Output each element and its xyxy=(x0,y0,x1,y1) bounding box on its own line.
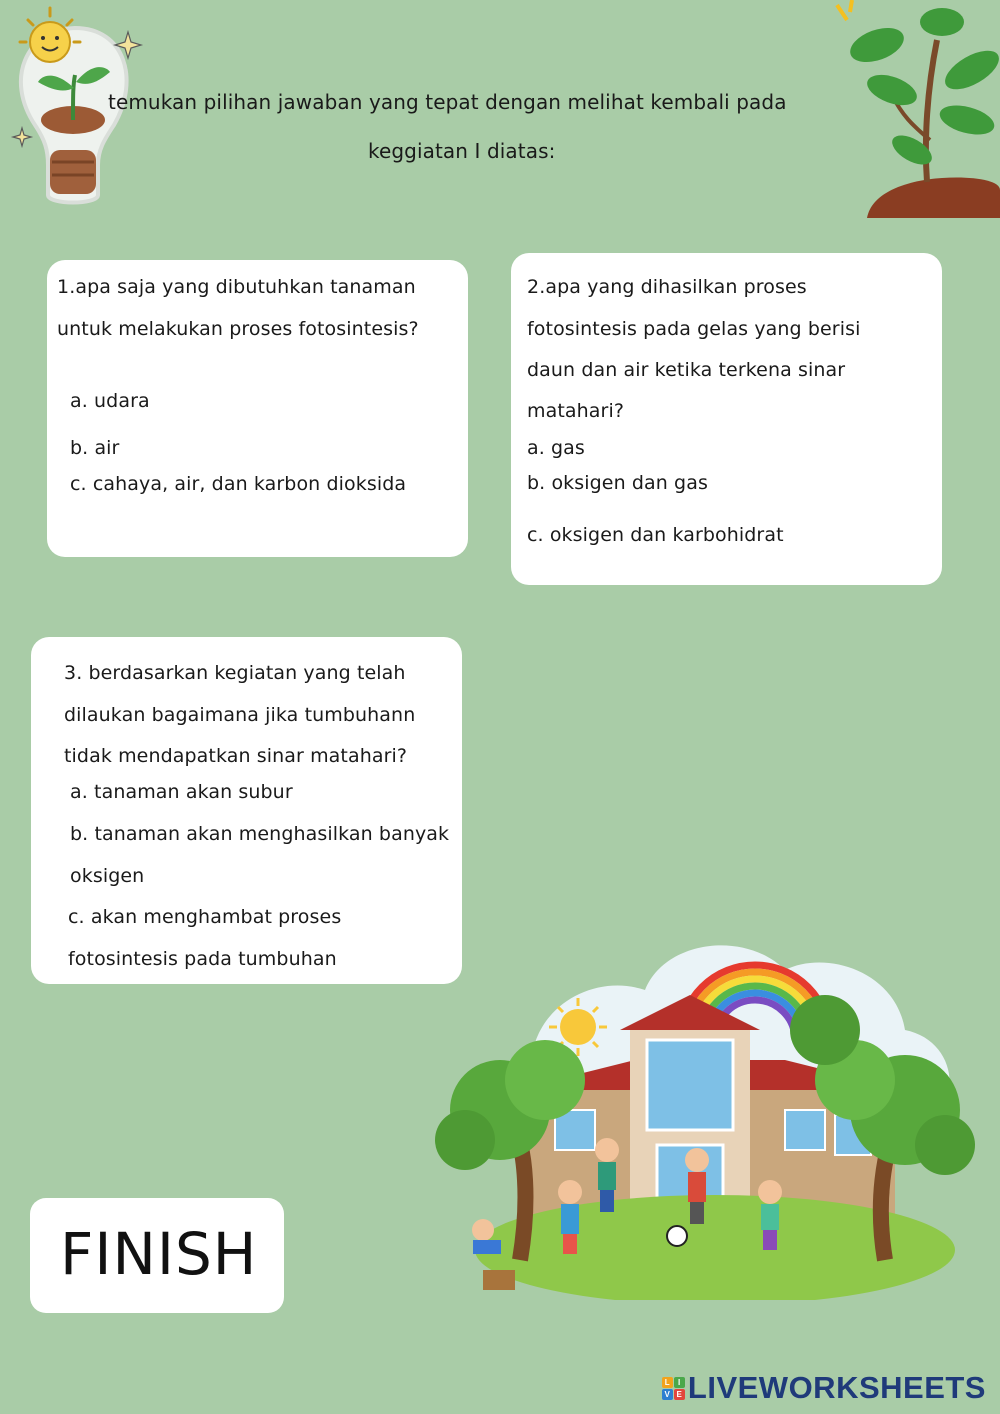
instruction-line-2: keggiatan I diatas: xyxy=(368,139,556,163)
tree-stump xyxy=(483,1270,515,1290)
question-1-card xyxy=(47,260,468,557)
liveworksheets-logo xyxy=(662,1370,986,1406)
soccer-ball-icon xyxy=(667,1226,687,1246)
question-3-card xyxy=(31,637,462,984)
question-1-option-b[interactable]: b. air xyxy=(70,437,120,459)
finish-button[interactable] xyxy=(30,1198,284,1313)
question-3-text-line: tidak mendapatkan sinar matahari? xyxy=(64,745,408,767)
question-2-text-line: fotosintesis pada gelas yang berisi xyxy=(527,318,861,340)
question-2-option-c[interactable]: c. oksigen dan karbohidrat xyxy=(527,524,784,546)
question-3-text-line: dilaukan bagaimana jika tumbuhann xyxy=(64,704,416,726)
logo-letter: I xyxy=(674,1377,685,1388)
question-3-option-b[interactable]: b. tanaman akan menghasilkan banyak xyxy=(70,823,450,845)
school-children-illustration xyxy=(425,930,980,1300)
logo-letter: V xyxy=(662,1389,673,1400)
question-2-text-line: matahari? xyxy=(527,400,625,422)
question-2-card xyxy=(511,253,942,585)
question-2-option-a[interactable]: a. gas xyxy=(527,437,585,459)
question-2-text-line: daun dan air ketika terkena sinar xyxy=(527,359,846,381)
question-2-text-line: 2.apa yang dihasilkan proses xyxy=(527,276,807,298)
question-3-option-c[interactable]: c. akan menghambat proses xyxy=(68,906,342,928)
question-3-option-a[interactable]: a. tanaman akan subur xyxy=(70,781,293,803)
question-3-option-b-continued[interactable]: oksigen xyxy=(70,865,145,887)
brand-name: LIVEWORKSHEETS xyxy=(687,1370,986,1405)
question-1-option-c[interactable]: c. cahaya, air, dan karbon dioksida xyxy=(70,473,407,495)
growing-plant-illustration xyxy=(832,0,1000,220)
logo-letter: L xyxy=(662,1377,673,1388)
question-2-option-b[interactable]: b. oksigen dan gas xyxy=(527,472,708,494)
logo-letter: E xyxy=(674,1389,685,1400)
question-3-text-line: 3. berdasarkan kegiatan yang telah xyxy=(64,662,406,684)
question-1-text-line: 1.apa saja yang dibutuhkan tanaman xyxy=(57,276,416,298)
finish-label: FINISH xyxy=(60,1220,258,1288)
question-1-option-a[interactable]: a. udara xyxy=(70,390,150,412)
question-3-option-c-continued[interactable]: fotosintesis pada tumbuhan xyxy=(68,948,337,970)
instruction-line-1: temukan pilihan jawaban yang tepat dengan melihat kembali pada xyxy=(108,90,787,114)
liveworksheets-logo-icon xyxy=(662,1377,685,1400)
question-1-text-line: untuk melakukan proses fotosintesis? xyxy=(57,318,419,340)
